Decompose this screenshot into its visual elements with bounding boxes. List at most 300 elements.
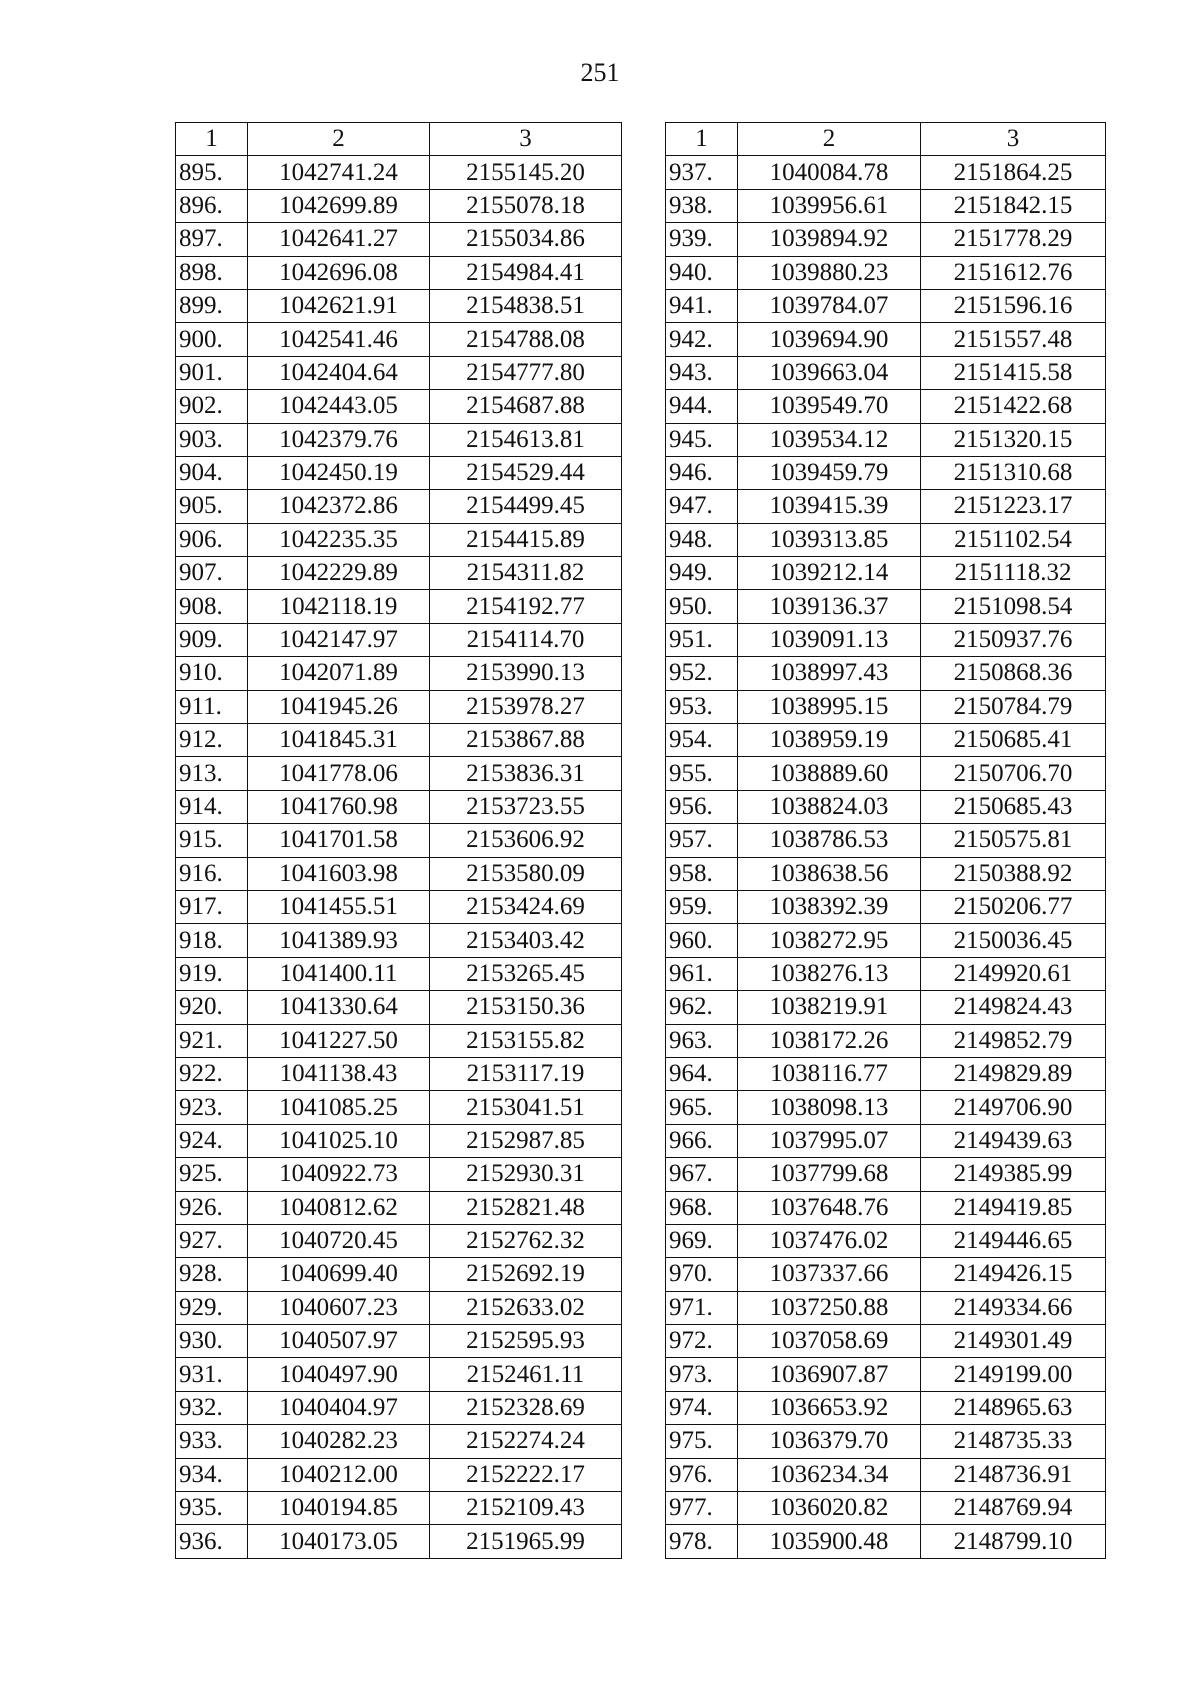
coordinate-x-cell: 1038889.60 <box>738 757 921 790</box>
coordinate-y-cell: 2152274.24 <box>430 1425 622 1458</box>
coordinate-x-cell: 1039091.13 <box>738 623 921 656</box>
point-number-cell: 924. <box>176 1124 248 1157</box>
table-row <box>666 724 1106 757</box>
coordinate-x-cell: 1042379.76 <box>248 423 430 456</box>
point-number-cell: 978. <box>666 1525 738 1558</box>
coordinate-x-cell: 1037337.66 <box>738 1258 921 1291</box>
point-number-cell: 910. <box>176 657 248 690</box>
table-row <box>176 857 622 890</box>
table-row <box>666 523 1106 556</box>
point-number-cell: 911. <box>176 690 248 723</box>
point-number-cell: 897. <box>176 223 248 256</box>
coordinate-x-cell: 1040173.05 <box>248 1525 430 1558</box>
coordinate-y-cell: 2151965.99 <box>430 1525 622 1558</box>
coordinate-y-cell: 2149824.43 <box>921 991 1106 1024</box>
point-number-cell: 919. <box>176 957 248 990</box>
coordinate-x-cell: 1042450.19 <box>248 456 430 489</box>
coordinate-x-cell: 1040720.45 <box>248 1224 430 1257</box>
coordinate-x-cell: 1038824.03 <box>738 790 921 823</box>
coordinate-x-cell: 1041701.58 <box>248 824 430 857</box>
coordinate-x-cell: 1040282.23 <box>248 1425 430 1458</box>
table-row <box>176 456 622 489</box>
coordinate-x-cell: 1039313.85 <box>738 523 921 556</box>
point-number-cell: 907. <box>176 557 248 590</box>
table-row <box>666 1191 1106 1224</box>
coordinate-x-cell: 1039415.39 <box>738 490 921 523</box>
header-cell-3: 3 <box>430 123 622 156</box>
table-row <box>176 189 622 222</box>
point-number-cell: 903. <box>176 423 248 456</box>
point-number-cell: 954. <box>666 724 738 757</box>
point-number-cell: 902. <box>176 390 248 423</box>
table-row <box>666 690 1106 723</box>
coordinate-y-cell: 2154499.45 <box>430 490 622 523</box>
coordinate-x-cell: 1041455.51 <box>248 890 430 923</box>
table-row <box>666 256 1106 289</box>
coordinate-y-cell: 2148769.94 <box>921 1492 1106 1525</box>
point-number-cell: 941. <box>666 289 738 322</box>
table-row <box>176 523 622 556</box>
point-number-cell: 917. <box>176 890 248 923</box>
coordinate-y-cell: 2149419.85 <box>921 1191 1106 1224</box>
table-row <box>666 289 1106 322</box>
point-number-cell: 942. <box>666 323 738 356</box>
coordinate-x-cell: 1042147.97 <box>248 623 430 656</box>
table-row <box>176 1191 622 1224</box>
table-row <box>666 1325 1106 1358</box>
coordinate-y-cell: 2155078.18 <box>430 189 622 222</box>
coordinate-x-cell: 1041085.25 <box>248 1091 430 1124</box>
coordinate-y-cell: 2151422.68 <box>921 390 1106 423</box>
point-number-cell: 957. <box>666 824 738 857</box>
point-number-cell: 960. <box>666 924 738 957</box>
table-row <box>666 1057 1106 1090</box>
coordinate-y-cell: 2148799.10 <box>921 1525 1106 1558</box>
coordinate-x-cell: 1040812.62 <box>248 1191 430 1224</box>
coordinate-y-cell: 2152222.17 <box>430 1458 622 1491</box>
point-number-cell: 969. <box>666 1224 738 1257</box>
table-row <box>176 890 622 923</box>
coordinate-y-cell: 2150706.70 <box>921 757 1106 790</box>
coordinate-y-cell: 2153836.31 <box>430 757 622 790</box>
coordinate-y-cell: 2149852.79 <box>921 1024 1106 1057</box>
point-number-cell: 977. <box>666 1492 738 1525</box>
coordinate-y-cell: 2154192.77 <box>430 590 622 623</box>
point-number-cell: 962. <box>666 991 738 1024</box>
coordinate-x-cell: 1038272.95 <box>738 924 921 957</box>
coordinate-x-cell: 1041400.11 <box>248 957 430 990</box>
coordinate-y-cell: 2155034.86 <box>430 223 622 256</box>
point-number-cell: 973. <box>666 1358 738 1391</box>
table-row <box>176 1091 622 1124</box>
table-row <box>666 423 1106 456</box>
coordinate-y-cell: 2150036.45 <box>921 924 1106 957</box>
coordinate-x-cell: 1036653.92 <box>738 1391 921 1424</box>
coordinate-x-cell: 1038638.56 <box>738 857 921 890</box>
coordinate-y-cell: 2150388.92 <box>921 857 1106 890</box>
point-number-cell: 930. <box>176 1325 248 1358</box>
table-header <box>666 123 1106 156</box>
table-row <box>176 623 622 656</box>
point-number-cell: 920. <box>176 991 248 1024</box>
table-row <box>176 1224 622 1257</box>
coordinate-y-cell: 2153723.55 <box>430 790 622 823</box>
coordinate-y-cell: 2152328.69 <box>430 1391 622 1424</box>
table-row <box>176 356 622 389</box>
coordinate-x-cell: 1039549.70 <box>738 390 921 423</box>
table-row <box>666 1425 1106 1458</box>
point-number-cell: 948. <box>666 523 738 556</box>
coordinate-x-cell: 1040507.97 <box>248 1325 430 1358</box>
table-row <box>666 1391 1106 1424</box>
point-number-cell: 926. <box>176 1191 248 1224</box>
table-row <box>666 456 1106 489</box>
point-number-cell: 905. <box>176 490 248 523</box>
point-number-cell: 916. <box>176 857 248 890</box>
coordinate-x-cell: 1041227.50 <box>248 1024 430 1057</box>
table-row <box>176 724 622 757</box>
point-number-cell: 914. <box>176 790 248 823</box>
coordinate-y-cell: 2148735.33 <box>921 1425 1106 1458</box>
table-body <box>176 156 622 1558</box>
point-number-cell: 895. <box>176 156 248 189</box>
coordinate-x-cell: 1040699.40 <box>248 1258 430 1291</box>
coordinate-x-cell: 1040404.97 <box>248 1391 430 1424</box>
coordinate-y-cell: 2153265.45 <box>430 957 622 990</box>
coordinate-x-cell: 1042699.89 <box>248 189 430 222</box>
point-number-cell: 956. <box>666 790 738 823</box>
point-number-cell: 908. <box>176 590 248 623</box>
table-row <box>176 590 622 623</box>
table-row <box>176 256 622 289</box>
coordinate-y-cell: 2150868.36 <box>921 657 1106 690</box>
coordinate-y-cell: 2152595.93 <box>430 1325 622 1358</box>
coordinate-x-cell: 1041138.43 <box>248 1057 430 1090</box>
coordinate-y-cell: 2151102.54 <box>921 523 1106 556</box>
coordinate-x-cell: 1040084.78 <box>738 156 921 189</box>
header-cell-3: 3 <box>921 123 1106 156</box>
coordinate-x-cell: 1042372.86 <box>248 490 430 523</box>
coordinate-x-cell: 1042741.24 <box>248 156 430 189</box>
point-number-cell: 966. <box>666 1124 738 1157</box>
table-row <box>666 323 1106 356</box>
point-number-cell: 900. <box>176 323 248 356</box>
coordinate-x-cell: 1039894.92 <box>738 223 921 256</box>
table-row <box>176 1425 622 1458</box>
coordinate-y-cell: 2150685.41 <box>921 724 1106 757</box>
point-number-cell: 961. <box>666 957 738 990</box>
coordinate-y-cell: 2149829.89 <box>921 1057 1106 1090</box>
point-number-cell: 913. <box>176 757 248 790</box>
coordinate-x-cell: 1041945.26 <box>248 690 430 723</box>
point-number-cell: 937. <box>666 156 738 189</box>
coordinate-x-cell: 1037476.02 <box>738 1224 921 1257</box>
table-row <box>176 1492 622 1525</box>
coordinate-y-cell: 2151415.58 <box>921 356 1106 389</box>
coordinate-x-cell: 1042071.89 <box>248 657 430 690</box>
table-row <box>176 1525 622 1558</box>
coordinate-y-cell: 2152633.02 <box>430 1291 622 1324</box>
coordinate-y-cell: 2150685.43 <box>921 790 1106 823</box>
coordinate-x-cell: 1041389.93 <box>248 924 430 957</box>
coordinate-x-cell: 1039212.14 <box>738 557 921 590</box>
coordinate-x-cell: 1041845.31 <box>248 724 430 757</box>
table-row <box>666 991 1106 1024</box>
point-number-cell: 968. <box>666 1191 738 1224</box>
coordinate-x-cell: 1042235.35 <box>248 523 430 556</box>
point-number-cell: 898. <box>176 256 248 289</box>
point-number-cell: 918. <box>176 924 248 957</box>
table-row <box>666 857 1106 890</box>
coordinate-y-cell: 2151557.48 <box>921 323 1106 356</box>
point-number-cell: 938. <box>666 189 738 222</box>
coordinate-y-cell: 2148736.91 <box>921 1458 1106 1491</box>
coordinate-x-cell: 1042621.91 <box>248 289 430 322</box>
coordinate-y-cell: 2153606.92 <box>430 824 622 857</box>
coordinate-y-cell: 2149446.65 <box>921 1224 1106 1257</box>
coordinate-y-cell: 2154529.44 <box>430 456 622 489</box>
coordinate-y-cell: 2153041.51 <box>430 1091 622 1124</box>
table-row <box>176 991 622 1024</box>
table-row <box>176 957 622 990</box>
coordinate-y-cell: 2154984.41 <box>430 256 622 289</box>
point-number-cell: 928. <box>176 1258 248 1291</box>
coordinate-x-cell: 1042404.64 <box>248 356 430 389</box>
coordinate-x-cell: 1036907.87 <box>738 1358 921 1391</box>
point-number-cell: 944. <box>666 390 738 423</box>
coordinate-y-cell: 2153424.69 <box>430 890 622 923</box>
coordinate-x-cell: 1039663.04 <box>738 356 921 389</box>
point-number-cell: 964. <box>666 1057 738 1090</box>
table-row <box>176 690 622 723</box>
table-row <box>176 1124 622 1157</box>
table-row <box>176 156 622 189</box>
coordinate-x-cell: 1035900.48 <box>738 1525 921 1558</box>
point-number-cell: 953. <box>666 690 738 723</box>
table-row <box>176 289 622 322</box>
coordinate-x-cell: 1042443.05 <box>248 390 430 423</box>
coordinate-y-cell: 2153155.82 <box>430 1024 622 1057</box>
coordinate-y-cell: 2149706.90 <box>921 1091 1106 1124</box>
coordinate-y-cell: 2151864.25 <box>921 156 1106 189</box>
header-cell-2: 2 <box>738 123 921 156</box>
coordinate-x-cell: 1040194.85 <box>248 1492 430 1525</box>
coordinate-y-cell: 2149920.61 <box>921 957 1106 990</box>
table-row <box>176 924 622 957</box>
coordinate-y-cell: 2152987.85 <box>430 1124 622 1157</box>
table-row <box>666 1158 1106 1191</box>
coordinate-y-cell: 2153867.88 <box>430 724 622 757</box>
table-row <box>666 189 1106 222</box>
point-number-cell: 896. <box>176 189 248 222</box>
point-number-cell: 946. <box>666 456 738 489</box>
table-row <box>176 757 622 790</box>
table-row <box>176 1458 622 1491</box>
coordinate-x-cell: 1038172.26 <box>738 1024 921 1057</box>
coordinate-y-cell: 2152930.31 <box>430 1158 622 1191</box>
coordinate-x-cell: 1042541.46 <box>248 323 430 356</box>
coordinate-x-cell: 1041025.10 <box>248 1124 430 1157</box>
table-row <box>666 557 1106 590</box>
table-row <box>666 390 1106 423</box>
coordinate-x-cell: 1041603.98 <box>248 857 430 890</box>
table-row <box>666 1458 1106 1491</box>
coordinate-y-cell: 2152762.32 <box>430 1224 622 1257</box>
coordinate-y-cell: 2152692.19 <box>430 1258 622 1291</box>
point-number-cell: 943. <box>666 356 738 389</box>
table-row <box>666 223 1106 256</box>
coordinate-x-cell: 1038959.19 <box>738 724 921 757</box>
point-number-cell: 951. <box>666 623 738 656</box>
coordinate-x-cell: 1038786.53 <box>738 824 921 857</box>
table-row <box>176 423 622 456</box>
point-number-cell: 947. <box>666 490 738 523</box>
coordinate-y-cell: 2152109.43 <box>430 1492 622 1525</box>
point-number-cell: 935. <box>176 1492 248 1525</box>
point-number-cell: 950. <box>666 590 738 623</box>
table-row <box>666 156 1106 189</box>
table-row <box>666 790 1106 823</box>
table-row <box>176 1258 622 1291</box>
table-row <box>666 623 1106 656</box>
coordinate-x-cell: 1042118.19 <box>248 590 430 623</box>
table-row <box>176 390 622 423</box>
coordinate-y-cell: 2151098.54 <box>921 590 1106 623</box>
coordinate-x-cell: 1036234.34 <box>738 1458 921 1491</box>
point-number-cell: 922. <box>176 1057 248 1090</box>
table-row <box>666 957 1106 990</box>
header-row <box>176 123 622 156</box>
point-number-cell: 970. <box>666 1258 738 1291</box>
point-number-cell: 933. <box>176 1425 248 1458</box>
point-number-cell: 965. <box>666 1091 738 1124</box>
coordinate-x-cell: 1039784.07 <box>738 289 921 322</box>
table-row <box>176 790 622 823</box>
coordinate-x-cell: 1038116.77 <box>738 1057 921 1090</box>
coordinate-y-cell: 2153580.09 <box>430 857 622 890</box>
point-number-cell: 975. <box>666 1425 738 1458</box>
point-number-cell: 967. <box>666 1158 738 1191</box>
table-row <box>176 323 622 356</box>
header-cell-1: 1 <box>666 123 738 156</box>
table-row <box>666 1091 1106 1124</box>
point-number-cell: 952. <box>666 657 738 690</box>
table-row <box>176 490 622 523</box>
table-row <box>666 1291 1106 1324</box>
coordinate-y-cell: 2151223.17 <box>921 490 1106 523</box>
table-row <box>176 1325 622 1358</box>
coordinate-x-cell: 1042696.08 <box>248 256 430 289</box>
coordinate-x-cell: 1040497.90 <box>248 1358 430 1391</box>
table-row <box>666 657 1106 690</box>
table-row <box>176 824 622 857</box>
coordinate-x-cell: 1039694.90 <box>738 323 921 356</box>
table-row <box>666 890 1106 923</box>
coordinate-x-cell: 1039459.79 <box>738 456 921 489</box>
coordinate-y-cell: 2154777.80 <box>430 356 622 389</box>
point-number-cell: 940. <box>666 256 738 289</box>
table-row <box>666 1258 1106 1291</box>
table-row <box>176 1291 622 1324</box>
table-row <box>666 824 1106 857</box>
coordinate-y-cell: 2150937.76 <box>921 623 1106 656</box>
coordinate-x-cell: 1039534.12 <box>738 423 921 456</box>
point-number-cell: 939. <box>666 223 738 256</box>
point-number-cell: 906. <box>176 523 248 556</box>
coordinate-y-cell: 2150575.81 <box>921 824 1106 857</box>
coordinate-y-cell: 2149301.49 <box>921 1325 1106 1358</box>
table-row <box>666 1024 1106 1057</box>
coordinate-y-cell: 2151320.15 <box>921 423 1106 456</box>
coordinate-y-cell: 2149385.99 <box>921 1158 1106 1191</box>
coordinate-y-cell: 2153990.13 <box>430 657 622 690</box>
point-number-cell: 915. <box>176 824 248 857</box>
coordinate-x-cell: 1042641.27 <box>248 223 430 256</box>
point-number-cell: 971. <box>666 1291 738 1324</box>
point-number-cell: 899. <box>176 289 248 322</box>
coordinate-y-cell: 2154114.70 <box>430 623 622 656</box>
table-row <box>176 1057 622 1090</box>
coordinate-y-cell: 2151778.29 <box>921 223 1106 256</box>
table-row <box>176 1358 622 1391</box>
point-number-cell: 929. <box>176 1291 248 1324</box>
header-cell-1: 1 <box>176 123 248 156</box>
coordinate-y-cell: 2152461.11 <box>430 1358 622 1391</box>
coordinate-y-cell: 2154613.81 <box>430 423 622 456</box>
coordinates-table-right <box>665 122 1106 1559</box>
coordinate-y-cell: 2154838.51 <box>430 289 622 322</box>
coordinate-y-cell: 2154687.88 <box>430 390 622 423</box>
table-row <box>666 1358 1106 1391</box>
coordinate-x-cell: 1039136.37 <box>738 590 921 623</box>
point-number-cell: 904. <box>176 456 248 489</box>
table-row <box>176 1391 622 1424</box>
coordinate-x-cell: 1038276.13 <box>738 957 921 990</box>
coordinate-x-cell: 1037648.76 <box>738 1191 921 1224</box>
point-number-cell: 912. <box>176 724 248 757</box>
point-number-cell: 936. <box>176 1525 248 1558</box>
coordinate-y-cell: 2149426.15 <box>921 1258 1106 1291</box>
coordinate-x-cell: 1039880.23 <box>738 256 921 289</box>
point-number-cell: 931. <box>176 1358 248 1391</box>
table-row <box>666 1224 1106 1257</box>
point-number-cell: 963. <box>666 1024 738 1057</box>
coordinate-x-cell: 1040212.00 <box>248 1458 430 1491</box>
table-row <box>666 590 1106 623</box>
coordinate-x-cell: 1037250.88 <box>738 1291 921 1324</box>
coordinate-y-cell: 2151612.76 <box>921 256 1106 289</box>
point-number-cell: 932. <box>176 1391 248 1424</box>
table-row <box>666 490 1106 523</box>
point-number-cell: 974. <box>666 1391 738 1424</box>
table-row <box>666 1492 1106 1525</box>
point-number-cell: 955. <box>666 757 738 790</box>
point-number-cell: 925. <box>176 1158 248 1191</box>
header-row <box>666 123 1106 156</box>
coordinate-x-cell: 1037058.69 <box>738 1325 921 1358</box>
table-row <box>176 557 622 590</box>
coordinate-y-cell: 2153403.42 <box>430 924 622 957</box>
coordinate-y-cell: 2151596.16 <box>921 289 1106 322</box>
coordinate-y-cell: 2154415.89 <box>430 523 622 556</box>
coordinate-x-cell: 1036020.82 <box>738 1492 921 1525</box>
coordinate-x-cell: 1038997.43 <box>738 657 921 690</box>
coordinate-y-cell: 2155145.20 <box>430 156 622 189</box>
coordinate-x-cell: 1041778.06 <box>248 757 430 790</box>
coordinate-y-cell: 2150784.79 <box>921 690 1106 723</box>
table-row <box>666 1525 1106 1558</box>
page-number: 251 <box>580 58 620 87</box>
